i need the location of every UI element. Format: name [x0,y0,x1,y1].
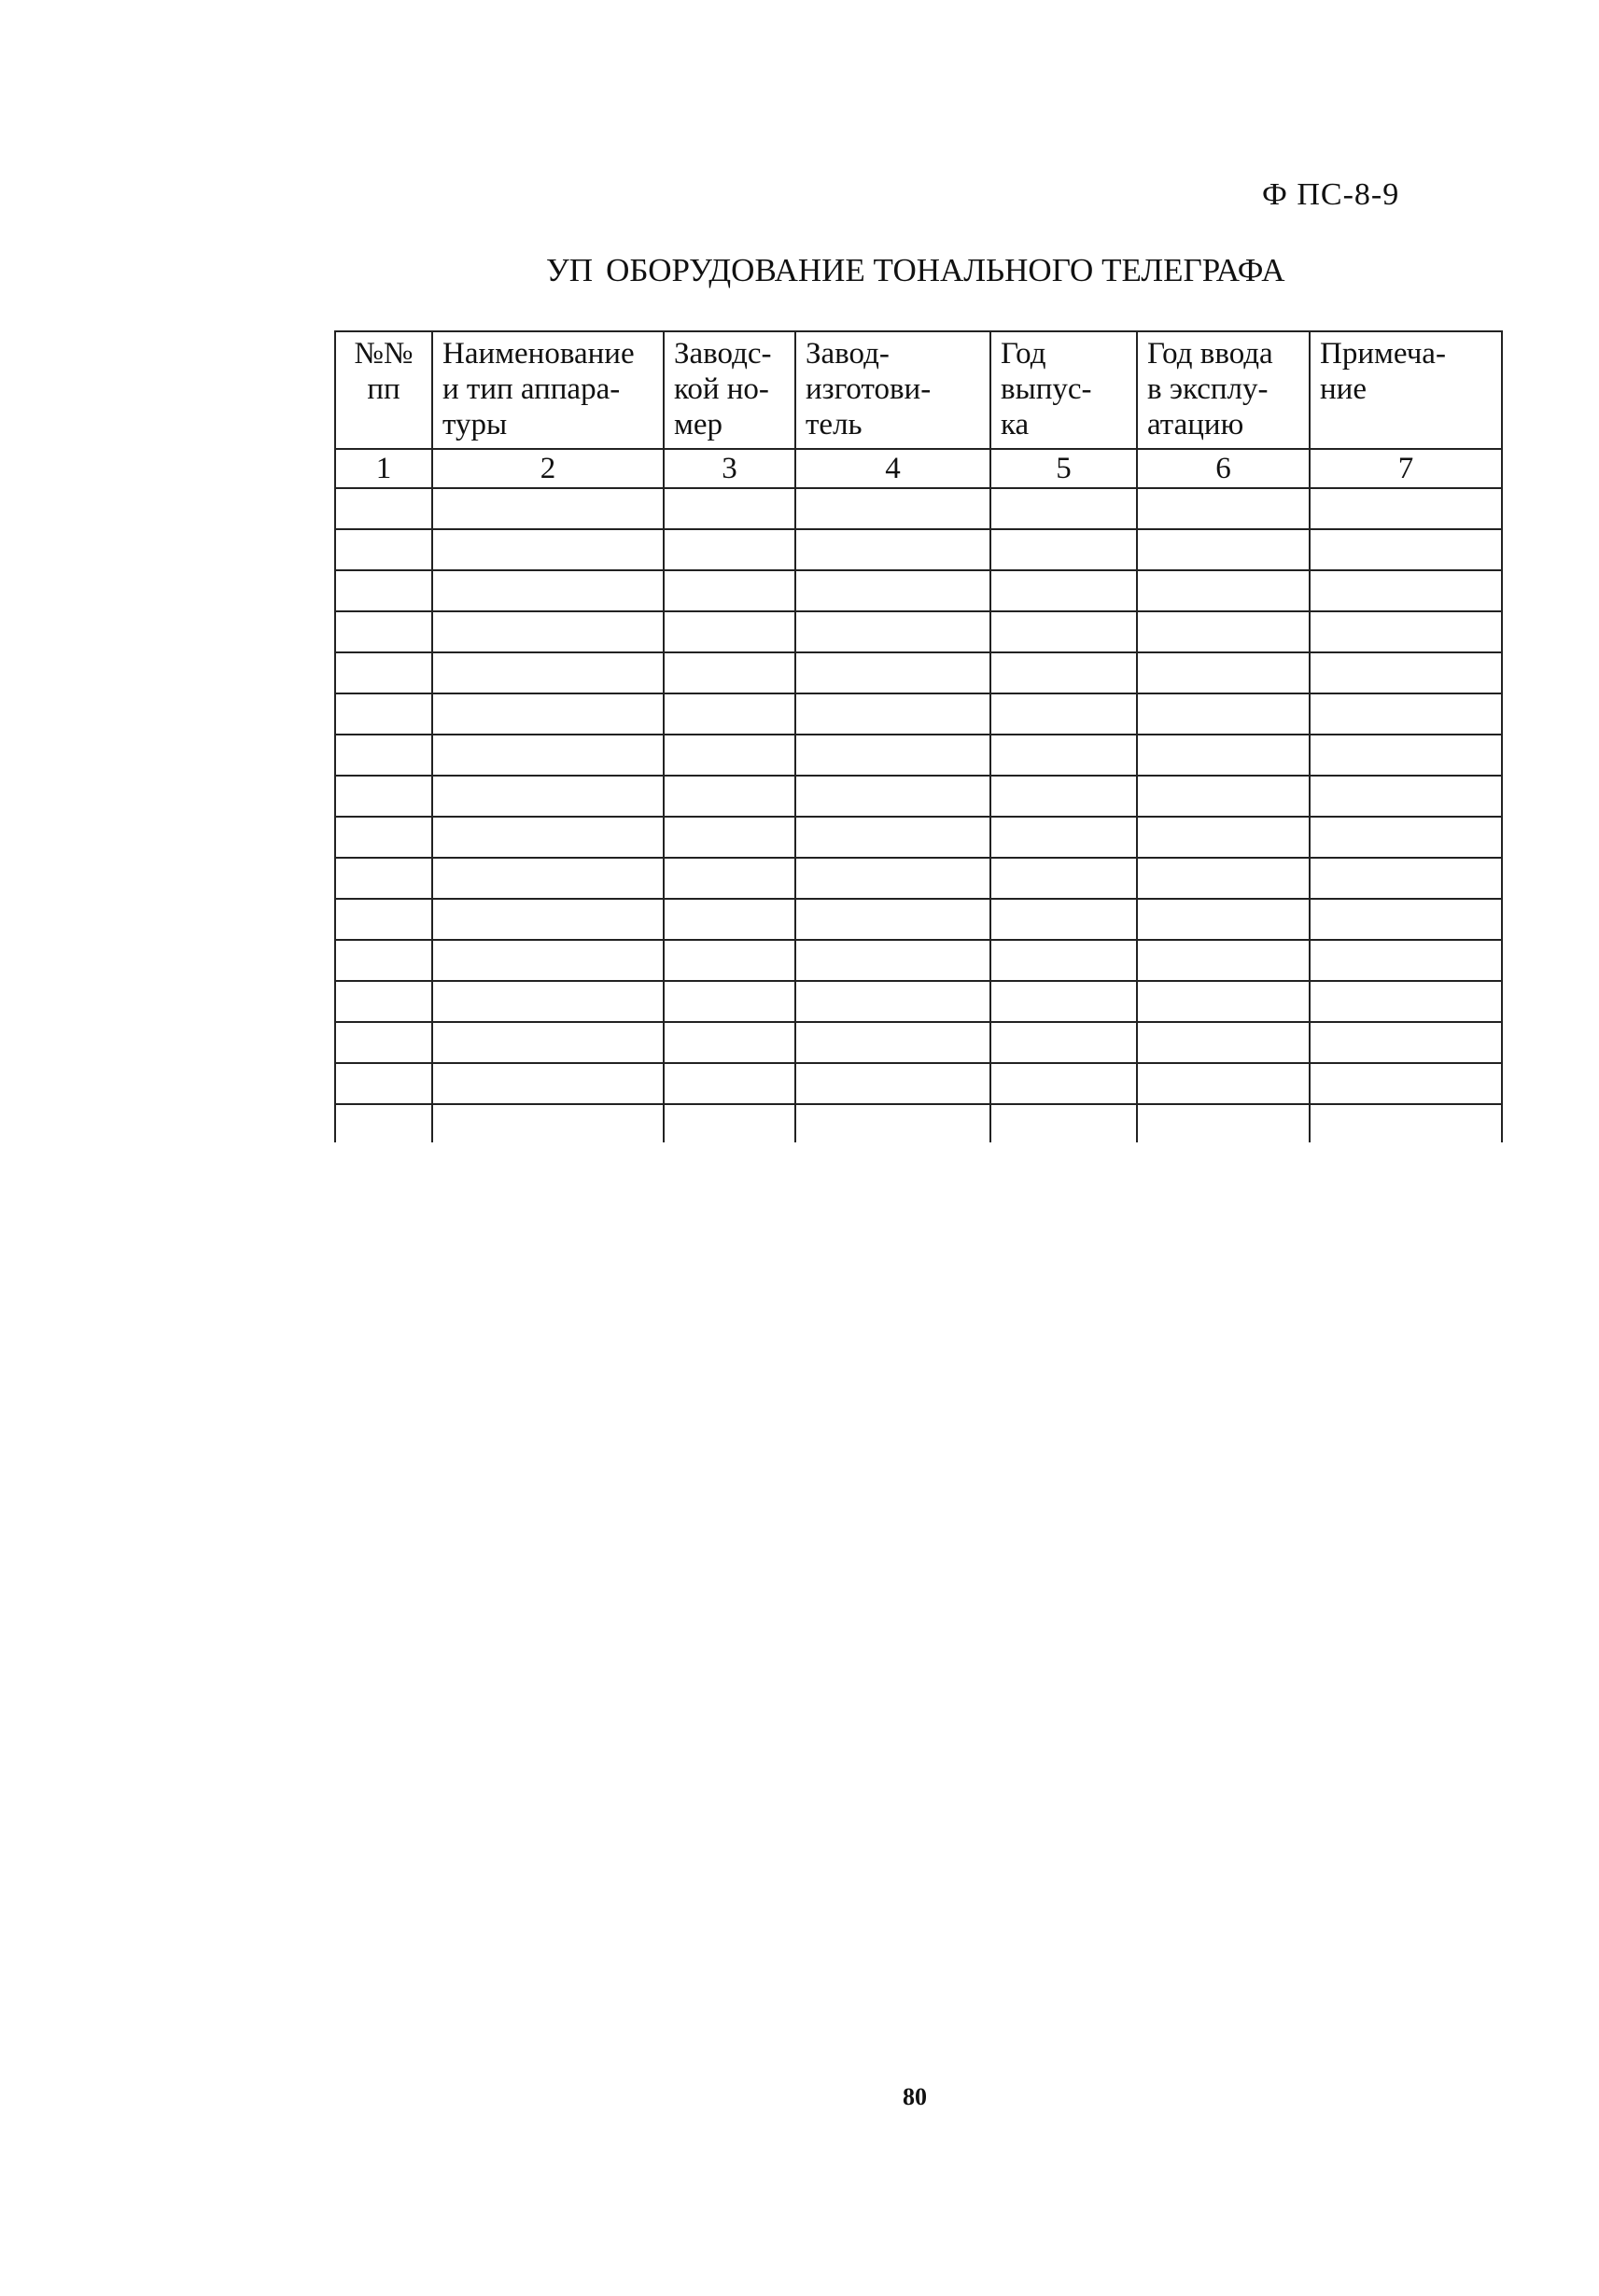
table-cell [432,652,664,693]
table-cell [1310,940,1502,981]
table-row [335,817,1502,858]
table-row [335,858,1502,899]
table-cell [990,488,1137,529]
table-cell [990,899,1137,940]
table-cell [1137,652,1310,693]
table-cell [990,776,1137,817]
table-cell [335,529,432,570]
table-cell [432,981,664,1022]
table-cell [990,611,1137,652]
table-cell [664,693,795,735]
table-cell [795,735,990,776]
table-cell [432,1063,664,1104]
table-cell [1310,488,1502,529]
table-cell [432,611,664,652]
table-cell [335,652,432,693]
table-cell [1137,735,1310,776]
table-row [335,529,1502,570]
table-cell [990,1063,1137,1104]
table-cell [990,1022,1137,1063]
table-cell [795,940,990,981]
table-cell [990,1104,1137,1142]
table-cell [664,1022,795,1063]
column-number: 6 [1137,449,1310,488]
header-equipment-name: Наименование и тип аппара- туры [432,331,664,449]
table-cell [1137,693,1310,735]
table-cell [432,858,664,899]
title-text: ОБОРУДОВАНИЕ ТОНАЛЬНОГО ТЕЛЕГРАФА [606,252,1285,288]
table-cell [664,1104,795,1142]
table-cell [1137,611,1310,652]
table-cell [1310,981,1502,1022]
table-cell [990,735,1137,776]
table-cell [1137,817,1310,858]
table-cell [664,652,795,693]
header-serial-number: Заводс- кой но- мер [664,331,795,449]
table-cell [335,693,432,735]
table-cell [795,529,990,570]
table-cell [795,488,990,529]
table-row [335,776,1502,817]
table-cell [1137,488,1310,529]
table-cell [1137,529,1310,570]
table-cell [664,899,795,940]
table-cell [1137,1022,1310,1063]
table-cell [432,1022,664,1063]
table-cell [795,693,990,735]
table-cell [432,693,664,735]
column-number: 2 [432,449,664,488]
table-row [335,611,1502,652]
table-cell [432,735,664,776]
table-cell [335,776,432,817]
page-number: 80 [903,2083,927,2110]
table-cell [664,981,795,1022]
table-cell [990,652,1137,693]
table-cell [335,1104,432,1142]
table-cell [1310,1022,1502,1063]
table-cell [664,611,795,652]
table-cell [795,776,990,817]
table-cell [664,817,795,858]
column-number: 5 [990,449,1137,488]
table-cell [1310,652,1502,693]
form-code: Ф ПС-8-9 [1262,177,1400,212]
table-cell [990,529,1137,570]
table-row [335,1022,1502,1063]
table-cell [335,899,432,940]
table-cell [432,1104,664,1142]
table-cell [795,1104,990,1142]
table-row [335,652,1502,693]
table-cell [664,1063,795,1104]
table-row [335,940,1502,981]
table-cell [664,940,795,981]
table-cell [990,981,1137,1022]
table-cell [335,488,432,529]
table-cell [1310,529,1502,570]
table-cell [795,570,990,611]
table-cell [1310,611,1502,652]
table-cell [1137,1104,1310,1142]
table-cell [664,735,795,776]
table-row [335,488,1502,529]
table-cell [795,1063,990,1104]
table-cell [990,693,1137,735]
table-cell [1137,940,1310,981]
table-cell [1310,735,1502,776]
table-cell [335,981,432,1022]
equipment-form-table [334,330,1503,1142]
header-release-year: Год выпус- ка [990,331,1137,449]
table-cell [1310,776,1502,817]
table-cell [1137,1063,1310,1104]
table-cell [1137,981,1310,1022]
table-cell [990,858,1137,899]
table-cell [990,817,1137,858]
table-cell [1137,858,1310,899]
table-cell [664,529,795,570]
table-cell [1137,570,1310,611]
table-cell [432,940,664,981]
table-cell [335,1022,432,1063]
table-cell [1137,776,1310,817]
table-cell [795,817,990,858]
column-number: 4 [795,449,990,488]
table-cell [335,611,432,652]
column-number: 1 [335,449,432,488]
header-row-number: №№ пп [335,331,432,449]
table-cell [1310,1104,1502,1142]
table-cell [795,858,990,899]
header-notes: Примеча- ние [1310,331,1502,449]
table-cell [1310,817,1502,858]
table-cell [432,570,664,611]
column-number-row [335,449,1502,488]
table-cell [335,1063,432,1104]
table-cell [432,776,664,817]
table-cell [432,529,664,570]
table-cell [432,488,664,529]
table-cell [1310,1063,1502,1104]
table-cell [432,817,664,858]
table-cell [1137,899,1310,940]
column-number: 3 [664,449,795,488]
table-cell [664,858,795,899]
table-cell [664,488,795,529]
table-cell [335,570,432,611]
table-cell [335,858,432,899]
header-commissioning-year: Год ввода в эксплу- атацию [1137,331,1310,449]
table-cell [795,899,990,940]
table-cell [1310,858,1502,899]
table-row [335,735,1502,776]
table-cell [335,817,432,858]
table-row [335,981,1502,1022]
table-row [335,693,1502,735]
table-cell [664,570,795,611]
table-cell [795,981,990,1022]
table-cell [1310,693,1502,735]
table-cell [664,776,795,817]
table-row [335,1063,1502,1104]
title-prefix: УП [546,252,594,288]
table-cell [795,611,990,652]
table-cell [335,735,432,776]
table-cell [990,570,1137,611]
table-cell [990,940,1137,981]
table-row [335,1104,1502,1142]
table-cell [432,899,664,940]
table-cell [1310,899,1502,940]
column-number: 7 [1310,449,1502,488]
table-cell [795,652,990,693]
table-cell [795,1022,990,1063]
document-title [546,252,1285,289]
table-cell [1310,570,1502,611]
table-cell [335,940,432,981]
table-row [335,570,1502,611]
header-row [335,331,1502,449]
header-manufacturer: Завод- изготови- тель [795,331,990,449]
table-row [335,899,1502,940]
